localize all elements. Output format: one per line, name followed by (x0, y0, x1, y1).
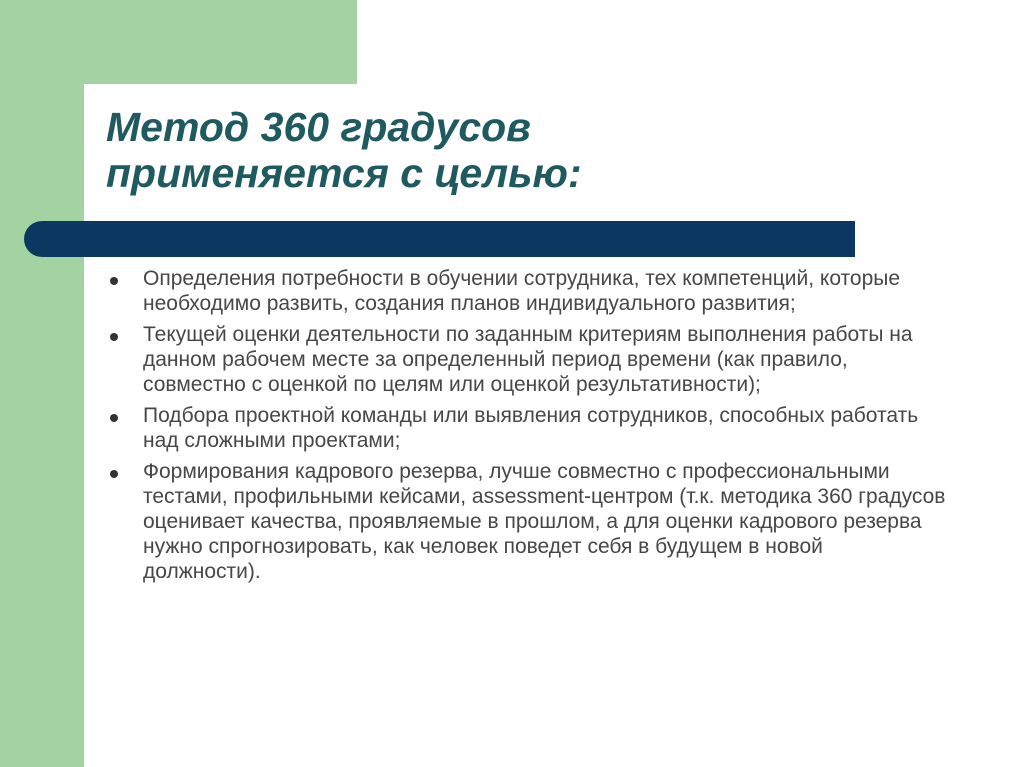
bullet-dot-icon (110, 470, 118, 478)
decorative-green-strip (0, 0, 84, 767)
bullet-dot-icon (110, 414, 118, 422)
slide-title (106, 104, 806, 196)
slide-title-line-1: Метод 360 градусов (106, 104, 531, 150)
bullet-item (106, 322, 946, 397)
title-divider-bar (24, 221, 855, 257)
bullet-item (106, 459, 946, 584)
bullet-item (106, 266, 946, 316)
bullet-dot-icon (110, 277, 118, 285)
bullet-text: Текущей оценки деятельности по заданным критериям выполнения работы на данном рабочем месте за определенный период времени (как правило, совместно с оценкой по целям или оценкой результативности); (143, 323, 913, 396)
bullet-text: Формирования кадрового резерва, лучше совместно с профессиональными тестами, профильными кейсами, assessment-центром (т.к. методика 360 градусов оценивает качества, проявляемые в прошлом, а для оценки кадрового резерва нужно спрогнозировать, как человек поведет себя в будущем в новой должности). (143, 460, 946, 583)
bullet-text: Подбора проектной команды или выявления сотрудников, способных работать над сложными проектами; (143, 404, 919, 452)
bullet-list (106, 266, 946, 590)
bullet-dot-icon (110, 333, 118, 341)
bullet-text: Определения потребности в обучении сотрудника, тех компетенций, которые необходимо развить, создания планов индивидуального развития; (143, 267, 901, 315)
slide-title-line-2: применяется с целью: (106, 150, 582, 196)
bullet-item (106, 403, 946, 453)
